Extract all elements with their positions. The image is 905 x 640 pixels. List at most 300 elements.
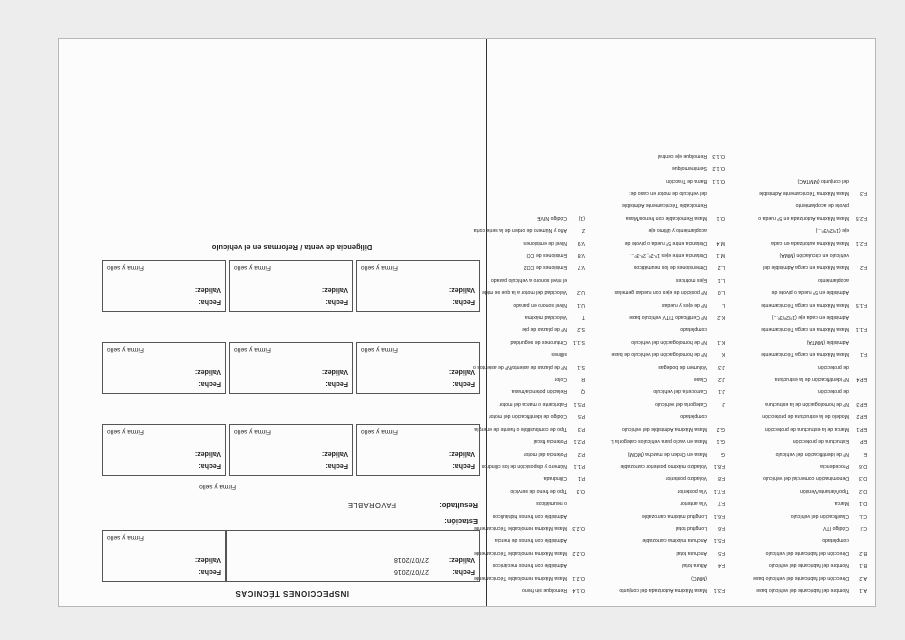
legend-text: Nombre del fabricante del vehículo base: [756, 587, 849, 593]
legend-text: Masa Remolcable con frenos/Masa: [625, 214, 707, 221]
firma-y-sello: Firma y sello: [107, 346, 144, 353]
legend-code: K.2: [717, 314, 725, 321]
legend-item: [727, 211, 867, 223]
legend-item: [727, 484, 867, 496]
legend-item: [585, 484, 725, 496]
fecha-label: Fecha:: [325, 462, 348, 469]
validez-label: Validez:: [321, 450, 348, 457]
legend-text: Nº de ejes y ruedas: [661, 301, 707, 308]
legend-code: P.1: [577, 475, 585, 482]
legend-text: Tipo de freno de servicio: [510, 487, 567, 494]
legend-item: [727, 335, 867, 347]
legend-text: Código ITV: [823, 524, 849, 531]
legend-text: Admisible (MMTA): [806, 338, 849, 345]
legend-item: [585, 149, 725, 161]
legend-code: S.2: [577, 326, 585, 333]
firma-y-sello: Firma y sello: [199, 483, 236, 490]
legend-item: [727, 398, 867, 410]
legend-code: F.1: [860, 351, 867, 358]
legend-code: K: [721, 351, 725, 358]
validez-label: Validez:: [448, 368, 475, 375]
inspection-cell: [102, 260, 226, 312]
legend-item: [585, 311, 725, 323]
legend-text: Masa Máxima remolcable Técnicamente: [473, 574, 567, 581]
legend-text: Remolque sin freno: [522, 587, 567, 593]
legend-code: Q: [580, 388, 585, 395]
legend-code: EP: [860, 438, 867, 445]
legend-item: [727, 273, 867, 285]
legend-code: B.1: [859, 562, 867, 569]
fecha-label: Fecha:: [325, 298, 348, 305]
validez-label: Validez:: [321, 286, 348, 293]
legend-panel: [472, 39, 875, 606]
legend-text: Masa Máxima Autorizada en 5º rueda o: [758, 214, 849, 221]
legend-text: Nº de plazas de asiento/Nº de asientos o: [472, 363, 567, 370]
legend-text: completado: [680, 326, 707, 333]
legend-text: Altura total: [682, 562, 707, 569]
legend-code: EP.3: [856, 400, 867, 407]
legend-text: Remolcable Técnicamente Admisible: [622, 202, 707, 209]
resultado-value: FAVORABLE: [347, 501, 396, 510]
legend-item: [585, 422, 725, 434]
legend-item: [585, 571, 725, 583]
legend-text: del vehículo de motor en caso de:: [629, 190, 707, 196]
legend-item: [585, 559, 725, 571]
inspection-row-4: [102, 260, 480, 312]
legend-item: [727, 584, 867, 596]
inspecciones-title: INSPECCIONES TÉCNICAS: [234, 589, 350, 598]
legend-item: [727, 236, 867, 248]
legend-text: Categoría del vehículo: [655, 400, 707, 407]
legend-code: O.1: [716, 214, 725, 221]
legend-code: U.2: [576, 289, 585, 296]
fecha-value: 27/07/2016: [393, 568, 429, 575]
legend-text: Emisiones de CO: [526, 252, 567, 259]
legend-item: [585, 273, 725, 285]
document-page: [58, 38, 876, 607]
legend-item: [727, 187, 867, 199]
legend-text: Barra de Tracción: [666, 177, 707, 184]
legend-text: Velocidad del motor a la que se mide: [481, 289, 567, 296]
legend-item: [727, 360, 867, 372]
legend-code: K.1: [717, 338, 725, 345]
legend-code: S.1: [577, 363, 585, 370]
legend-code: P.1.1: [573, 462, 585, 469]
legend-text: Nº Certificado TITV vehículo base: [629, 314, 707, 321]
legend-text: Código NIVE: [537, 214, 567, 221]
legend-item: [585, 236, 725, 248]
legend-code: J: [722, 400, 725, 407]
legend-text: Nº de identificación del vehículo: [775, 450, 849, 457]
legend-item: [585, 398, 725, 410]
legend-item: [585, 162, 725, 174]
firma-y-sello: Firma y sello: [234, 264, 271, 271]
legend-text: completado: [822, 537, 849, 544]
legend-code: J.2: [718, 376, 725, 383]
legend-column-2: [585, 149, 725, 596]
legend-code: EP.1: [856, 425, 867, 432]
legend-text: acoplamiento y último eje: [648, 227, 707, 234]
legend-text: Vía anterior: [680, 500, 707, 507]
legend-code: O.1.4: [572, 587, 585, 593]
legend-code: G.2: [716, 425, 725, 432]
firma-y-sello: Firma y sello: [361, 428, 398, 435]
legend-item: [727, 546, 867, 558]
legend-text: Volumen de bodegas: [658, 363, 707, 370]
legend-code: J.1: [718, 388, 725, 395]
legend-text: Nº identificación de la estructura: [774, 376, 849, 383]
legend-item: [727, 373, 867, 385]
legend-code: L.0: [717, 289, 725, 296]
legend-text: Código de identificación del motor: [488, 413, 567, 420]
legend-text: Modelo de la estructura de protección: [762, 413, 849, 420]
legend-text: Longitud máxima carrozable: [641, 512, 707, 519]
legend-code: M.1: [716, 252, 725, 259]
legend-item: [585, 410, 725, 422]
fecha-label: Fecha:: [325, 380, 348, 387]
legend-code: F.7.1: [713, 487, 725, 494]
legend-text: el nivel sonoro a vehículo parado: [490, 276, 567, 283]
legend-item: [727, 249, 867, 261]
legend-text: Masa Máxima en carga Técnicamente: [761, 326, 849, 333]
legend-item: [585, 584, 725, 596]
legend-text: Tipo de combustible o fuente de energía: [474, 425, 567, 432]
legend-item: [727, 174, 867, 186]
inspection-cell: [356, 260, 480, 312]
legend-code: P.5.1: [573, 400, 585, 407]
validez-value: 27/07/2018: [393, 556, 429, 563]
legend-text: eje (1º/2º/3º...): [815, 227, 849, 234]
legend-code: (1): [578, 214, 585, 221]
fecha-label: Fecha:: [452, 462, 475, 469]
validez-label: Validez:: [194, 368, 221, 375]
legend-code: D.6: [858, 462, 867, 469]
legend-item: [585, 286, 725, 298]
legend-code: O.2.2: [572, 549, 585, 556]
legend-text: Nº de homologación del vehículo: [631, 338, 707, 345]
legend-item: [585, 522, 725, 534]
legend-item: [727, 311, 867, 323]
validez-label: Validez:: [194, 556, 221, 563]
legend-code: R: [581, 376, 585, 383]
legend-text: Potencia fiscal: [533, 438, 567, 445]
inspection-cell-main: [226, 530, 480, 582]
legend-item: [727, 509, 867, 521]
legend-item: [585, 199, 725, 211]
legend-item: [585, 323, 725, 335]
legend-text: Masa en vacío para vehículos categoría L: [610, 438, 707, 445]
legend-item: [727, 323, 867, 335]
legend-text: Masa Máxima en carga Técnicamente: [761, 301, 849, 308]
legend-item: [727, 348, 867, 360]
legend-code: F.2: [860, 264, 867, 271]
legend-code: O.3: [576, 487, 585, 494]
legend-code: O.2.3: [572, 524, 585, 531]
legend-text: Nº de plazas de pie: [522, 326, 567, 333]
legend-item: [727, 199, 867, 211]
validez-label: Validez:: [194, 286, 221, 293]
legend-text: Nivel de emisiones: [523, 239, 567, 246]
legend-code: F.8.1: [713, 462, 725, 469]
firma-y-sello: Firma y sello: [107, 264, 144, 271]
legend-code: S.1.1: [572, 338, 585, 345]
legend-item: [727, 534, 867, 546]
legend-code: F.8: [718, 475, 725, 482]
legend-text: Procedencia: [820, 462, 849, 469]
legend-code: F.6.1: [713, 512, 725, 519]
legend-code: U.1: [576, 301, 585, 308]
legend-item: [585, 211, 725, 223]
legend-item: [727, 286, 867, 298]
legend-code: F.1.5: [855, 301, 867, 308]
legend-text: Ejes motrices: [675, 276, 707, 283]
legend-item: [585, 174, 725, 186]
legend-code: T: [581, 314, 585, 321]
legend-item: [727, 410, 867, 422]
legend-text: Tipo/Variante/Versión: [799, 487, 849, 494]
legend-text: Número y disposición de los cilindros: [481, 462, 567, 469]
legend-text: Nº de homologación de la estructura: [765, 400, 849, 407]
legend-text: Dirección del fabricante del vehículo base: [752, 574, 849, 581]
legend-code: F.5: [718, 549, 725, 556]
validez-label: Validez:: [448, 286, 475, 293]
inspection-cell: [356, 342, 480, 394]
legend-text: Admisible en cada eje (1º/2º/3º...): [771, 314, 849, 321]
legend-text: Admisible con frenos mecánicos: [492, 562, 567, 569]
legend-item: [585, 435, 725, 447]
legend-text: Masa Máxima remolcable Técnicamente: [473, 524, 567, 531]
legend-code: F.5.1: [713, 537, 725, 544]
legend-text: Remolque eje central: [657, 152, 707, 159]
legend-text: Dimensiones de los neumáticos: [633, 264, 707, 271]
fecha-label: Fecha:: [198, 380, 221, 387]
resultado-label: Resultado:: [439, 501, 478, 510]
fecha-label: Fecha:: [452, 568, 475, 575]
legend-text: pivote de acoplamiento: [795, 202, 849, 209]
legend-code: F.2.5: [855, 214, 867, 221]
legend-text: Masa en Orden de marcha (MOM): [627, 450, 707, 457]
legend-text: Dirección del fabricante del vehículo: [765, 549, 849, 556]
legend-item: [727, 559, 867, 571]
legend-code: P.2: [577, 450, 585, 457]
legend-code: D.3: [858, 475, 867, 482]
validez-label: Validez:: [448, 556, 475, 563]
legend-text: del conjunto (MMTAC): [797, 177, 849, 184]
legend-text: Marca: [834, 500, 849, 507]
legend-text: Vía posterior: [677, 487, 707, 494]
legend-item: [585, 261, 725, 273]
legend-code: G: [720, 450, 725, 457]
legend-text: (MMC): [691, 574, 707, 581]
legend-code: EP.2: [856, 413, 867, 420]
legend-item: [727, 571, 867, 583]
inspection-cell: [102, 530, 226, 582]
legend-code: F.1.1: [855, 326, 867, 333]
legend-code: F.3.1: [713, 587, 725, 593]
legend-code: F.4: [718, 562, 725, 569]
inspection-cell: [102, 424, 226, 476]
legend-text: Clasificación del vehículo: [790, 512, 849, 519]
legend-item: [585, 447, 725, 459]
estacion-label: Estación:: [444, 517, 478, 526]
legend-item: [585, 460, 725, 472]
legend-code: O.1.3: [712, 152, 725, 159]
legend-text: Fabricante o marca del motor: [499, 400, 567, 407]
firma-y-sello: Firma y sello: [234, 346, 271, 353]
legend-text: Anchura máxima carrozable: [642, 537, 707, 544]
legend-text: Velocidad máxima: [524, 314, 567, 321]
fecha-label: Fecha:: [452, 298, 475, 305]
legend-text: Admisible en 5º rueda o pivote de: [771, 289, 849, 296]
legend-item: [585, 509, 725, 521]
legend-column-1: [727, 174, 867, 596]
legend-code: A.2: [859, 574, 867, 581]
legend-text: Denominación comercial del vehículo: [763, 475, 849, 482]
legend-text: Voladizo máximo posterior carrozable: [620, 462, 707, 469]
legend-text: Masa Máxima Autorizada del conjunto: [619, 587, 707, 593]
legend-code: V.7: [577, 264, 585, 271]
diligencia-title: Diligencia de venta / Reformas en el vehículo: [211, 243, 373, 252]
legend-item: [585, 497, 725, 509]
legend-item: [727, 422, 867, 434]
legend-code: F.3: [860, 190, 867, 196]
legend-text: Masa Máxima Técnicamente Admisible: [759, 190, 849, 196]
legend-item: [727, 298, 867, 310]
legend-code: P.5: [577, 413, 585, 420]
legend-code: O.1.1: [712, 177, 725, 184]
fecha-label: Fecha:: [198, 462, 221, 469]
legend-code: G.1: [716, 438, 725, 445]
legend-text: Nº de homologación del vehículo de base: [611, 351, 707, 358]
legend-item: [727, 435, 867, 447]
legend-item: [585, 385, 725, 397]
legend-code: L: [722, 301, 725, 308]
legend-item: [585, 298, 725, 310]
legend-text: o neumáticos: [536, 500, 567, 507]
legend-text: vehículo en circulación (MMA): [779, 252, 849, 259]
legend-text: Semirremolque: [671, 165, 707, 172]
inspection-cell: [356, 424, 480, 476]
legend-code: F.2.1: [855, 239, 867, 246]
legend-item: [585, 249, 725, 261]
legend-code: P.3: [577, 425, 585, 432]
legend-item: [727, 522, 867, 534]
legend-text: Distancia entre 5º rueda o pivote de: [624, 239, 707, 246]
legend-code: F.6: [718, 524, 725, 531]
legend-text: Masa Máxima en carga Admisible del: [763, 264, 849, 271]
legend-text: Masa Máxima en carga Técnicamente: [761, 351, 849, 358]
validez-label: Validez:: [194, 450, 221, 457]
legend-text: Carrocería del vehículo: [653, 388, 707, 395]
legend-text: Anchura total: [676, 549, 707, 556]
inspections-panel: [59, 39, 486, 606]
legend-item: [727, 447, 867, 459]
legend-text: Cinturones de seguridad: [510, 338, 567, 345]
legend-item: [727, 385, 867, 397]
legend-code: E: [863, 450, 867, 457]
legend-text: acoplamiento: [818, 276, 849, 283]
legend-text: Color: [554, 376, 567, 383]
legend-text: Nivel sonoro en parado: [513, 301, 567, 308]
legend-text: Distancia entre ejes 1º-2º, 2º-3º...: [630, 252, 707, 259]
firma-y-sello: Firma y sello: [361, 346, 398, 353]
legend-code: J.3: [718, 363, 725, 370]
legend-text: de protección: [817, 388, 849, 395]
legend-text: Marca de la estructura de protección: [764, 425, 849, 432]
legend-code: Z: [581, 227, 585, 234]
fecha-label: Fecha:: [198, 568, 221, 575]
firma-y-sello: Firma y sello: [361, 264, 398, 271]
legend-text: Nº posición de ejes con ruedas gemelas: [614, 289, 707, 296]
legend-code: A.1: [859, 587, 867, 593]
legend-text: Potencia del motor: [523, 450, 567, 457]
legend-item: [727, 460, 867, 472]
legend-code: C.I: [860, 524, 867, 531]
legend-item: [727, 224, 867, 236]
legend-item: [585, 373, 725, 385]
inspection-row-3: [102, 342, 480, 394]
inspection-cell: [229, 424, 353, 476]
legend-code: C.L: [858, 512, 867, 519]
firma-y-sello: Firma y sello: [234, 428, 271, 435]
legend-item: [585, 360, 725, 372]
legend-code: L.1: [717, 276, 725, 283]
legend-item: [727, 261, 867, 273]
validez-label: Validez:: [448, 450, 475, 457]
inspection-cell: [229, 260, 353, 312]
legend-item: [727, 497, 867, 509]
legend-code: V.9: [577, 239, 585, 246]
legend-item: [585, 472, 725, 484]
legend-text: Nombre del fabricante del vehículo: [768, 562, 849, 569]
legend-code: V.8: [577, 252, 585, 259]
validez-label: Validez:: [321, 368, 348, 375]
inspection-cell: [229, 342, 353, 394]
legend-item: [585, 546, 725, 558]
legend-text: Cilindrada: [543, 475, 567, 482]
legend-text: Admisible con frenos hidráulicos: [492, 512, 567, 519]
legend-item: [585, 224, 725, 236]
legend-code: D.2: [858, 487, 867, 494]
legend-code: P.2.1: [573, 438, 585, 445]
legend-code: L.2: [717, 264, 725, 271]
legend-text: de protección: [817, 363, 849, 370]
legend-text: Emisiones de CO2: [523, 264, 567, 271]
inspection-row-2: [102, 424, 480, 476]
legend-code: M.4: [716, 239, 725, 246]
firma-y-sello: Firma y sello: [107, 534, 144, 541]
legend-code: F.7: [718, 500, 725, 507]
legend-text: Masa Máxima Admisible del vehículo: [621, 425, 707, 432]
inspection-cell: [102, 342, 226, 394]
legend-text: Masa Máxima autorizada en cada: [771, 239, 849, 246]
legend-text: Año y Número de orden de la serie corta: [473, 227, 567, 234]
legend-text: Relación potencia/masa: [511, 388, 567, 395]
inspection-row-1: [102, 530, 480, 582]
legend-text: Masa Máxima remolcable Técnicamente: [473, 549, 567, 556]
legend-text: Admisible con frenos de inercia: [494, 537, 567, 544]
legend-code: EP.4: [856, 376, 867, 383]
legend-code: O.1.2: [712, 165, 725, 172]
legend-code: D.1: [858, 500, 867, 507]
legend-item: [727, 472, 867, 484]
fecha-label: Fecha:: [198, 298, 221, 305]
legend-text: completado: [680, 413, 707, 420]
legend-text: Clase: [693, 376, 707, 383]
legend-item: [585, 348, 725, 360]
firma-y-sello: Firma y sello: [107, 428, 144, 435]
fecha-label: Fecha:: [452, 380, 475, 387]
